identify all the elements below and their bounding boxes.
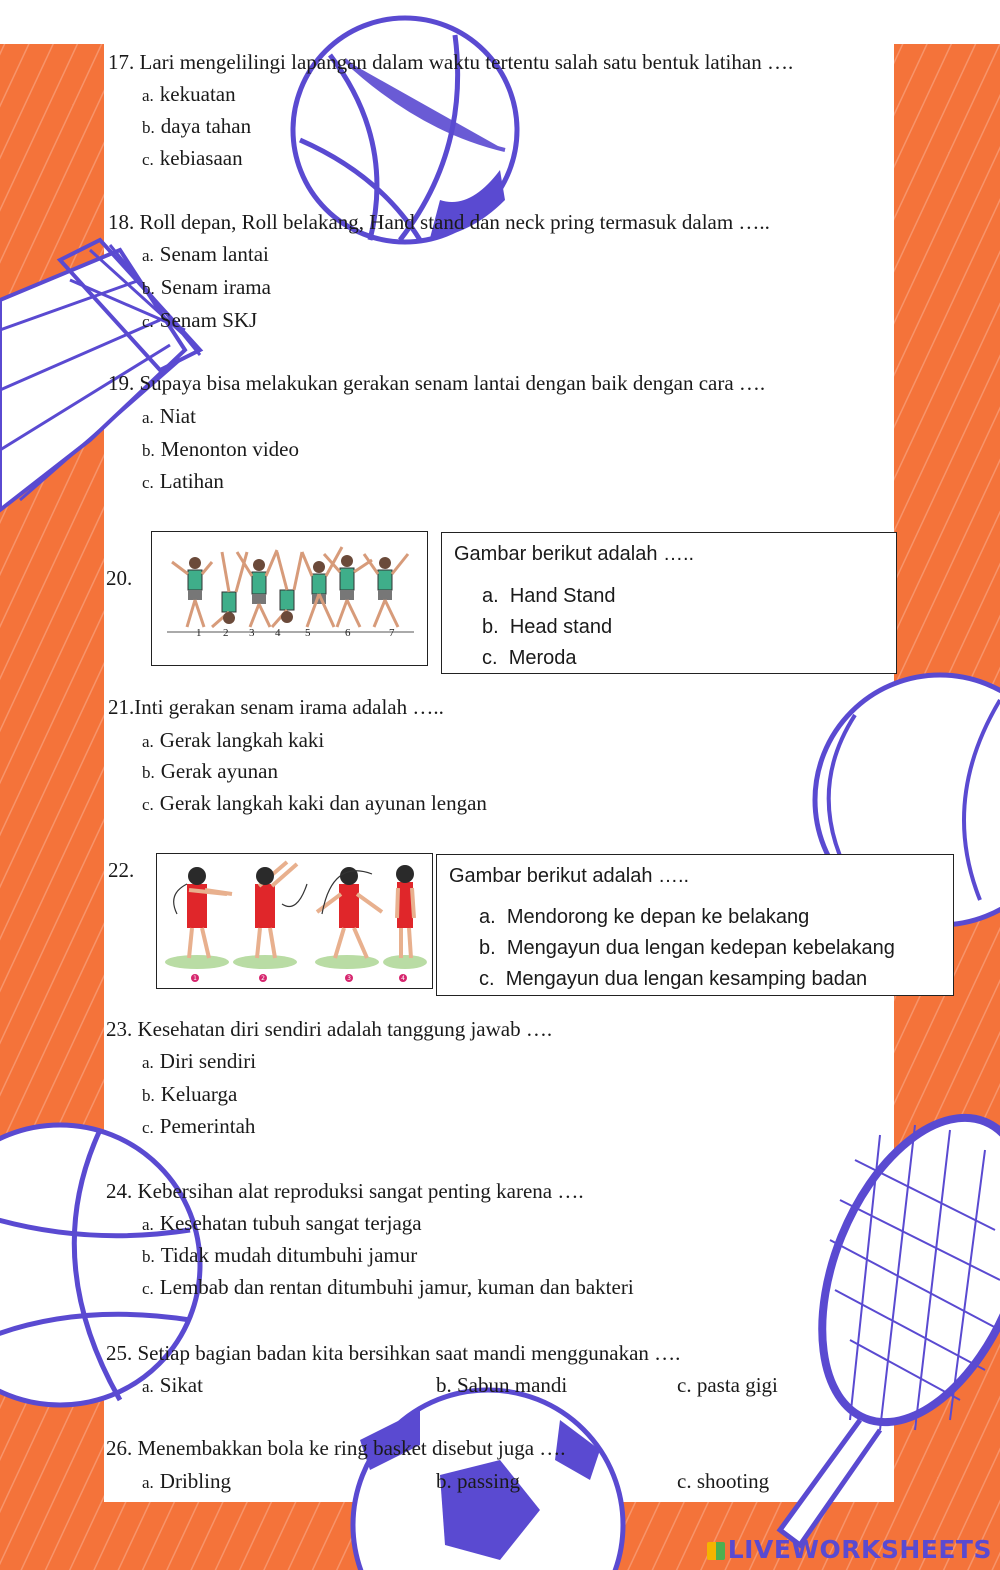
question-25: 25. Setiap bagian badan kita bersihkan saat mandi menggunakan …. — [106, 1341, 681, 1365]
option-text: Mengayun dua lengan kedepan kebelakang — [506, 937, 895, 959]
option-text: Dribling — [159, 1469, 231, 1493]
q19-option-c[interactable] — [142, 469, 224, 495]
question-23: 23. Kesehatan diri sendiri adalah tanggung jawab …. — [106, 1017, 553, 1041]
option-letter: b. — [482, 616, 499, 638]
figure-label: 7 — [389, 627, 395, 639]
option-letter: b. — [142, 1247, 155, 1266]
figure-label: 1 — [193, 975, 197, 982]
option-text: Mendorong ke depan ke belakang — [506, 906, 810, 928]
option-text: Senam SKJ — [159, 308, 258, 332]
figure-label: 1 — [196, 627, 202, 639]
option-text: Menonton video — [160, 437, 299, 461]
logo-icon — [707, 1542, 725, 1560]
question-21: 21.Inti gerakan senam irama adalah ….. — [108, 695, 444, 719]
option-letter: b. — [142, 279, 155, 298]
option-text: Mengayun dua lengan kesamping badan — [505, 968, 868, 990]
option-letter: b. — [142, 763, 155, 782]
q26-option-b[interactable]: b. passing — [436, 1469, 520, 1493]
q25-option-c[interactable]: c. pasta gigi — [677, 1373, 778, 1397]
option-letter: c. — [142, 1279, 154, 1298]
q20-prompt: Gambar berikut adalah ….. — [454, 543, 695, 565]
option-letter: c. — [142, 1118, 154, 1137]
option-letter: c. — [142, 150, 154, 169]
q26-option-a[interactable] — [142, 1469, 231, 1495]
q17-option-c[interactable] — [142, 146, 243, 172]
option-letter: a. — [142, 1377, 154, 1396]
option-letter: b. — [142, 118, 155, 137]
q26-option-c[interactable]: c. shooting — [677, 1469, 770, 1493]
q25-option-b[interactable]: b. Sabun mandi — [436, 1373, 568, 1397]
q24-option-c[interactable] — [142, 1275, 634, 1301]
option-letter: c. — [142, 312, 154, 331]
q23-option-a[interactable] — [142, 1049, 256, 1075]
option-letter: c. — [142, 795, 154, 814]
q17-option-b[interactable] — [142, 114, 251, 140]
option-letter: a. — [142, 1215, 154, 1234]
q20-answer-box — [441, 532, 897, 674]
q23-option-b[interactable] — [142, 1082, 237, 1108]
figure-label: 2 — [223, 627, 229, 639]
q17-option-a[interactable] — [142, 82, 236, 108]
q20-option-b[interactable] — [482, 616, 612, 639]
q21-option-c[interactable] — [142, 791, 487, 817]
figure-label: 4 — [275, 627, 281, 639]
q24-option-b[interactable] — [142, 1243, 417, 1269]
option-letter: c. — [482, 647, 498, 669]
arm-swing-figures-icon — [157, 854, 431, 987]
q19-option-a[interactable] — [142, 404, 196, 430]
option-letter: a. — [142, 86, 154, 105]
question-24: 24. Kebersihan alat reproduksi sangat penting karena …. — [106, 1179, 584, 1203]
option-letter: c. — [479, 968, 495, 990]
figure-label: 6 — [345, 627, 351, 639]
q18-option-c[interactable] — [142, 308, 257, 334]
q18-option-b[interactable] — [142, 275, 271, 301]
arm-swing-figure — [156, 853, 433, 989]
option-text: Gerak langkah kaki — [159, 728, 325, 752]
q25-option-a[interactable] — [142, 1373, 203, 1399]
option-text: Hand Stand — [509, 585, 616, 607]
option-text: Sikat — [159, 1373, 203, 1397]
q22-prompt: Gambar berikut adalah ….. — [449, 865, 690, 887]
figure-label: 5 — [305, 627, 311, 639]
option-text: Latihan — [159, 469, 224, 493]
option-text: Keluarga — [160, 1082, 238, 1106]
option-letter: a. — [142, 1053, 154, 1072]
option-text: Senam lantai — [159, 242, 269, 266]
q23-option-c[interactable] — [142, 1114, 255, 1140]
liveworksheets-logo[interactable] — [707, 1535, 992, 1564]
q18-option-a[interactable] — [142, 242, 269, 268]
option-letter: a. — [142, 408, 154, 427]
figure-label: 3 — [347, 975, 351, 982]
option-letter: c. — [142, 473, 154, 492]
option-letter: b. — [479, 937, 496, 959]
q20-option-c[interactable] — [482, 647, 577, 670]
cartwheel-figure — [151, 531, 428, 666]
question-22-number: 22. — [108, 858, 135, 882]
question-17: 17. Lari mengelilingi lapangan dalam waktu tertentu salah satu bentuk latihan …. — [108, 50, 794, 74]
option-text: Kesehatan tubuh sangat terjaga — [159, 1211, 422, 1235]
option-text: Niat — [159, 404, 196, 428]
q20-option-a[interactable] — [482, 585, 615, 608]
option-letter: a. — [142, 1473, 154, 1492]
option-text: Gerak ayunan — [160, 759, 278, 783]
q19-option-b[interactable] — [142, 437, 299, 463]
question-19: 19. Supaya bisa melakukan gerakan senam lantai dengan baik dengan cara …. — [108, 371, 766, 395]
option-text: kebiasaan — [159, 146, 243, 170]
option-text: Lembab dan rentan ditumbuhi jamur, kuman dan bakteri — [159, 1275, 634, 1299]
option-letter: b. — [142, 1086, 155, 1105]
question-18: 18. Roll depan, Roll belakang, Hand stand dan neck pring termasuk dalam ….. — [108, 210, 770, 234]
figure-label: 2 — [261, 975, 265, 982]
option-letter: b. — [142, 441, 155, 460]
option-text: Senam irama — [160, 275, 271, 299]
figure-label: 4 — [401, 975, 405, 982]
option-text: Tidak mudah ditumbuhi jamur — [160, 1243, 418, 1267]
option-text: Gerak langkah kaki dan ayunan lengan — [159, 791, 487, 815]
q22-option-c[interactable] — [479, 968, 867, 991]
gymnast-figures-icon — [152, 532, 426, 664]
q21-option-a[interactable] — [142, 728, 324, 754]
option-letter: a. — [482, 585, 499, 607]
option-text: Meroda — [508, 647, 577, 669]
q22-option-b[interactable] — [479, 937, 895, 960]
option-letter: a. — [142, 732, 154, 751]
q24-option-a[interactable] — [142, 1211, 422, 1237]
option-text: kekuatan — [159, 82, 236, 106]
q22-answer-box — [436, 854, 954, 996]
figure-label: 3 — [249, 627, 255, 639]
question-20-number: 20. — [106, 566, 133, 590]
option-text: Diri sendiri — [159, 1049, 257, 1073]
option-letter: a. — [479, 906, 496, 928]
option-text: daya tahan — [160, 114, 252, 138]
q22-option-a[interactable] — [479, 906, 809, 929]
brand-text: LIVEWORKSHEETS — [727, 1535, 992, 1564]
question-26: 26. Menembakkan bola ke ring basket disebut juga …. — [106, 1436, 566, 1460]
option-letter: a. — [142, 246, 154, 265]
q21-option-b[interactable] — [142, 759, 278, 785]
option-text: Pemerintah — [159, 1114, 256, 1138]
option-text: Head stand — [509, 616, 613, 638]
